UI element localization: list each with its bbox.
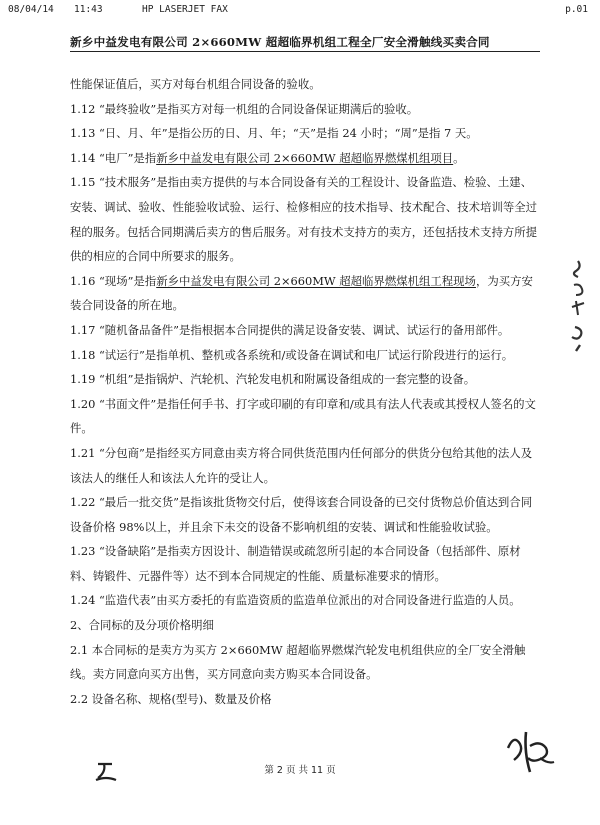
underlined-text: 新乡中益发电有限公司 2×660MW 超超临界燃煤机组项目 [156, 150, 454, 165]
text-segment: 1.21 “分包商”是指经买方同意由卖方将合同供货范围内任何部分的供货分包给其他的法人及该法人的继任人和该法人允许的受让人。 [70, 445, 533, 485]
text-segment: 1.22 “最后一批交货”是指该批货物交付后，使得该套合同设备的已交付货物总价值达到合同设备价格 98%以上，并且余下未交的设备不影响机组的安装、调试和性能验收试验。 [70, 495, 533, 534]
text-segment: 1.20 “书面文件”是指任何手书、打字或印刷的有印章和/或具有法人代表或其授权人签名的文件。 [70, 396, 536, 436]
text-segment: 1.23 “设备缺陷”是指卖方因设计、制造错误或疏忽所引起的本合同设备（包括部件、原材料、铸锻件、元器件等）达不到本合同规定的性能、质量标准要求的情形。 [70, 544, 521, 583]
paragraph [70, 588, 540, 613]
text-segment: 1.15 “技术服务”是指由卖方提供的与本合同设备有关的工程设计、设备监造、检验、土建、安装、调试、验收、性能验收试验、运行、检修相应的技术指导、技术配合、技术培训等全过程的服务。包括合同期满后卖方的售后服务。对有技术支持方的卖方，还包括技术支持方所提供的相应的合同中所要求的服务。 [70, 175, 538, 264]
side-handwriting-marks [566, 255, 592, 355]
text-segment: ，为买方安装合同设备的所在地。 [70, 273, 533, 313]
paragraph [70, 146, 540, 171]
text-segment: 。 [453, 150, 465, 165]
paragraph [70, 539, 540, 588]
paragraph [70, 97, 540, 122]
paragraph [70, 638, 540, 687]
text-segment: 1.18 “试运行”是指单机、整机或各系统和/或设备在调试和电厂试运行阶段进行的运行。 [70, 347, 514, 362]
text-segment: 1.16 “现场”是指 [70, 273, 157, 288]
text-segment: 性能保证值后，买方对每台机组合同设备的验收。 [70, 77, 321, 91]
fax-header [8, 4, 592, 18]
text-segment: 1.12 “最终验收”是指买方对每一机组的合同设备保证期满后的验收。 [70, 101, 419, 116]
text-segment: 1.17 “随机备品备件”是指根据本合同提供的满足设备安装、调试、试运行的备用部件。 [70, 322, 510, 337]
text-segment: 1.19 “机组”是指锅炉、汽轮机、汽轮发电机和附属设备组成的一套完整的设备。 [70, 372, 476, 387]
fax-date: 08/04/14 [8, 4, 54, 15]
text-segment: 1.24 “监造代表”由买方委托的有监造资质的监造单位派出的对合同设备进行监造的人员。 [70, 593, 521, 608]
paragraph [70, 441, 540, 490]
paragraph [70, 343, 540, 368]
fax-device: HP LASERJET FAX [142, 4, 228, 15]
paragraph [70, 170, 540, 268]
fax-time: 11:43 [74, 4, 103, 15]
page-footer: 第 2 页 共 11 页 [264, 765, 336, 776]
document-body [70, 72, 540, 711]
paragraph [70, 613, 540, 638]
document-title: 新乡中益发电有限公司 2×660MW 超超临界机组工程全厂安全滑触线买卖合同 [70, 34, 540, 52]
text-segment: 2、合同标的及分项价格明细 [70, 618, 214, 633]
paragraph [70, 367, 540, 392]
paragraph [70, 121, 540, 146]
underlined-text: 新乡中益发电有限公司 2×660MW 超超临界燃煤机组工程现场 [156, 273, 476, 288]
paragraph [70, 490, 540, 539]
text-segment: 2.2 设备名称、规格(型号)、数量及价格 [70, 691, 272, 706]
text-segment: 2.1 本合同标的是卖方为买方 2×660MW 超超临界燃煤汽轮发电机组供应的全厂安全滑触线。卖方同意向买方出售，买方同意向卖方购买本合同设备。 [70, 642, 526, 682]
paragraph [70, 72, 540, 97]
text-segment: 1.14 “电厂”是指 [70, 150, 157, 165]
paragraph [70, 269, 540, 318]
paragraph [70, 392, 540, 441]
fax-page: p.01 [565, 4, 588, 15]
paragraph [70, 687, 540, 712]
paragraph [70, 318, 540, 343]
text-segment: 1.13 “日、月、年”是指公历的日、月、年；“天”是指 24 小时；“周”是指 7 天。 [70, 126, 478, 141]
